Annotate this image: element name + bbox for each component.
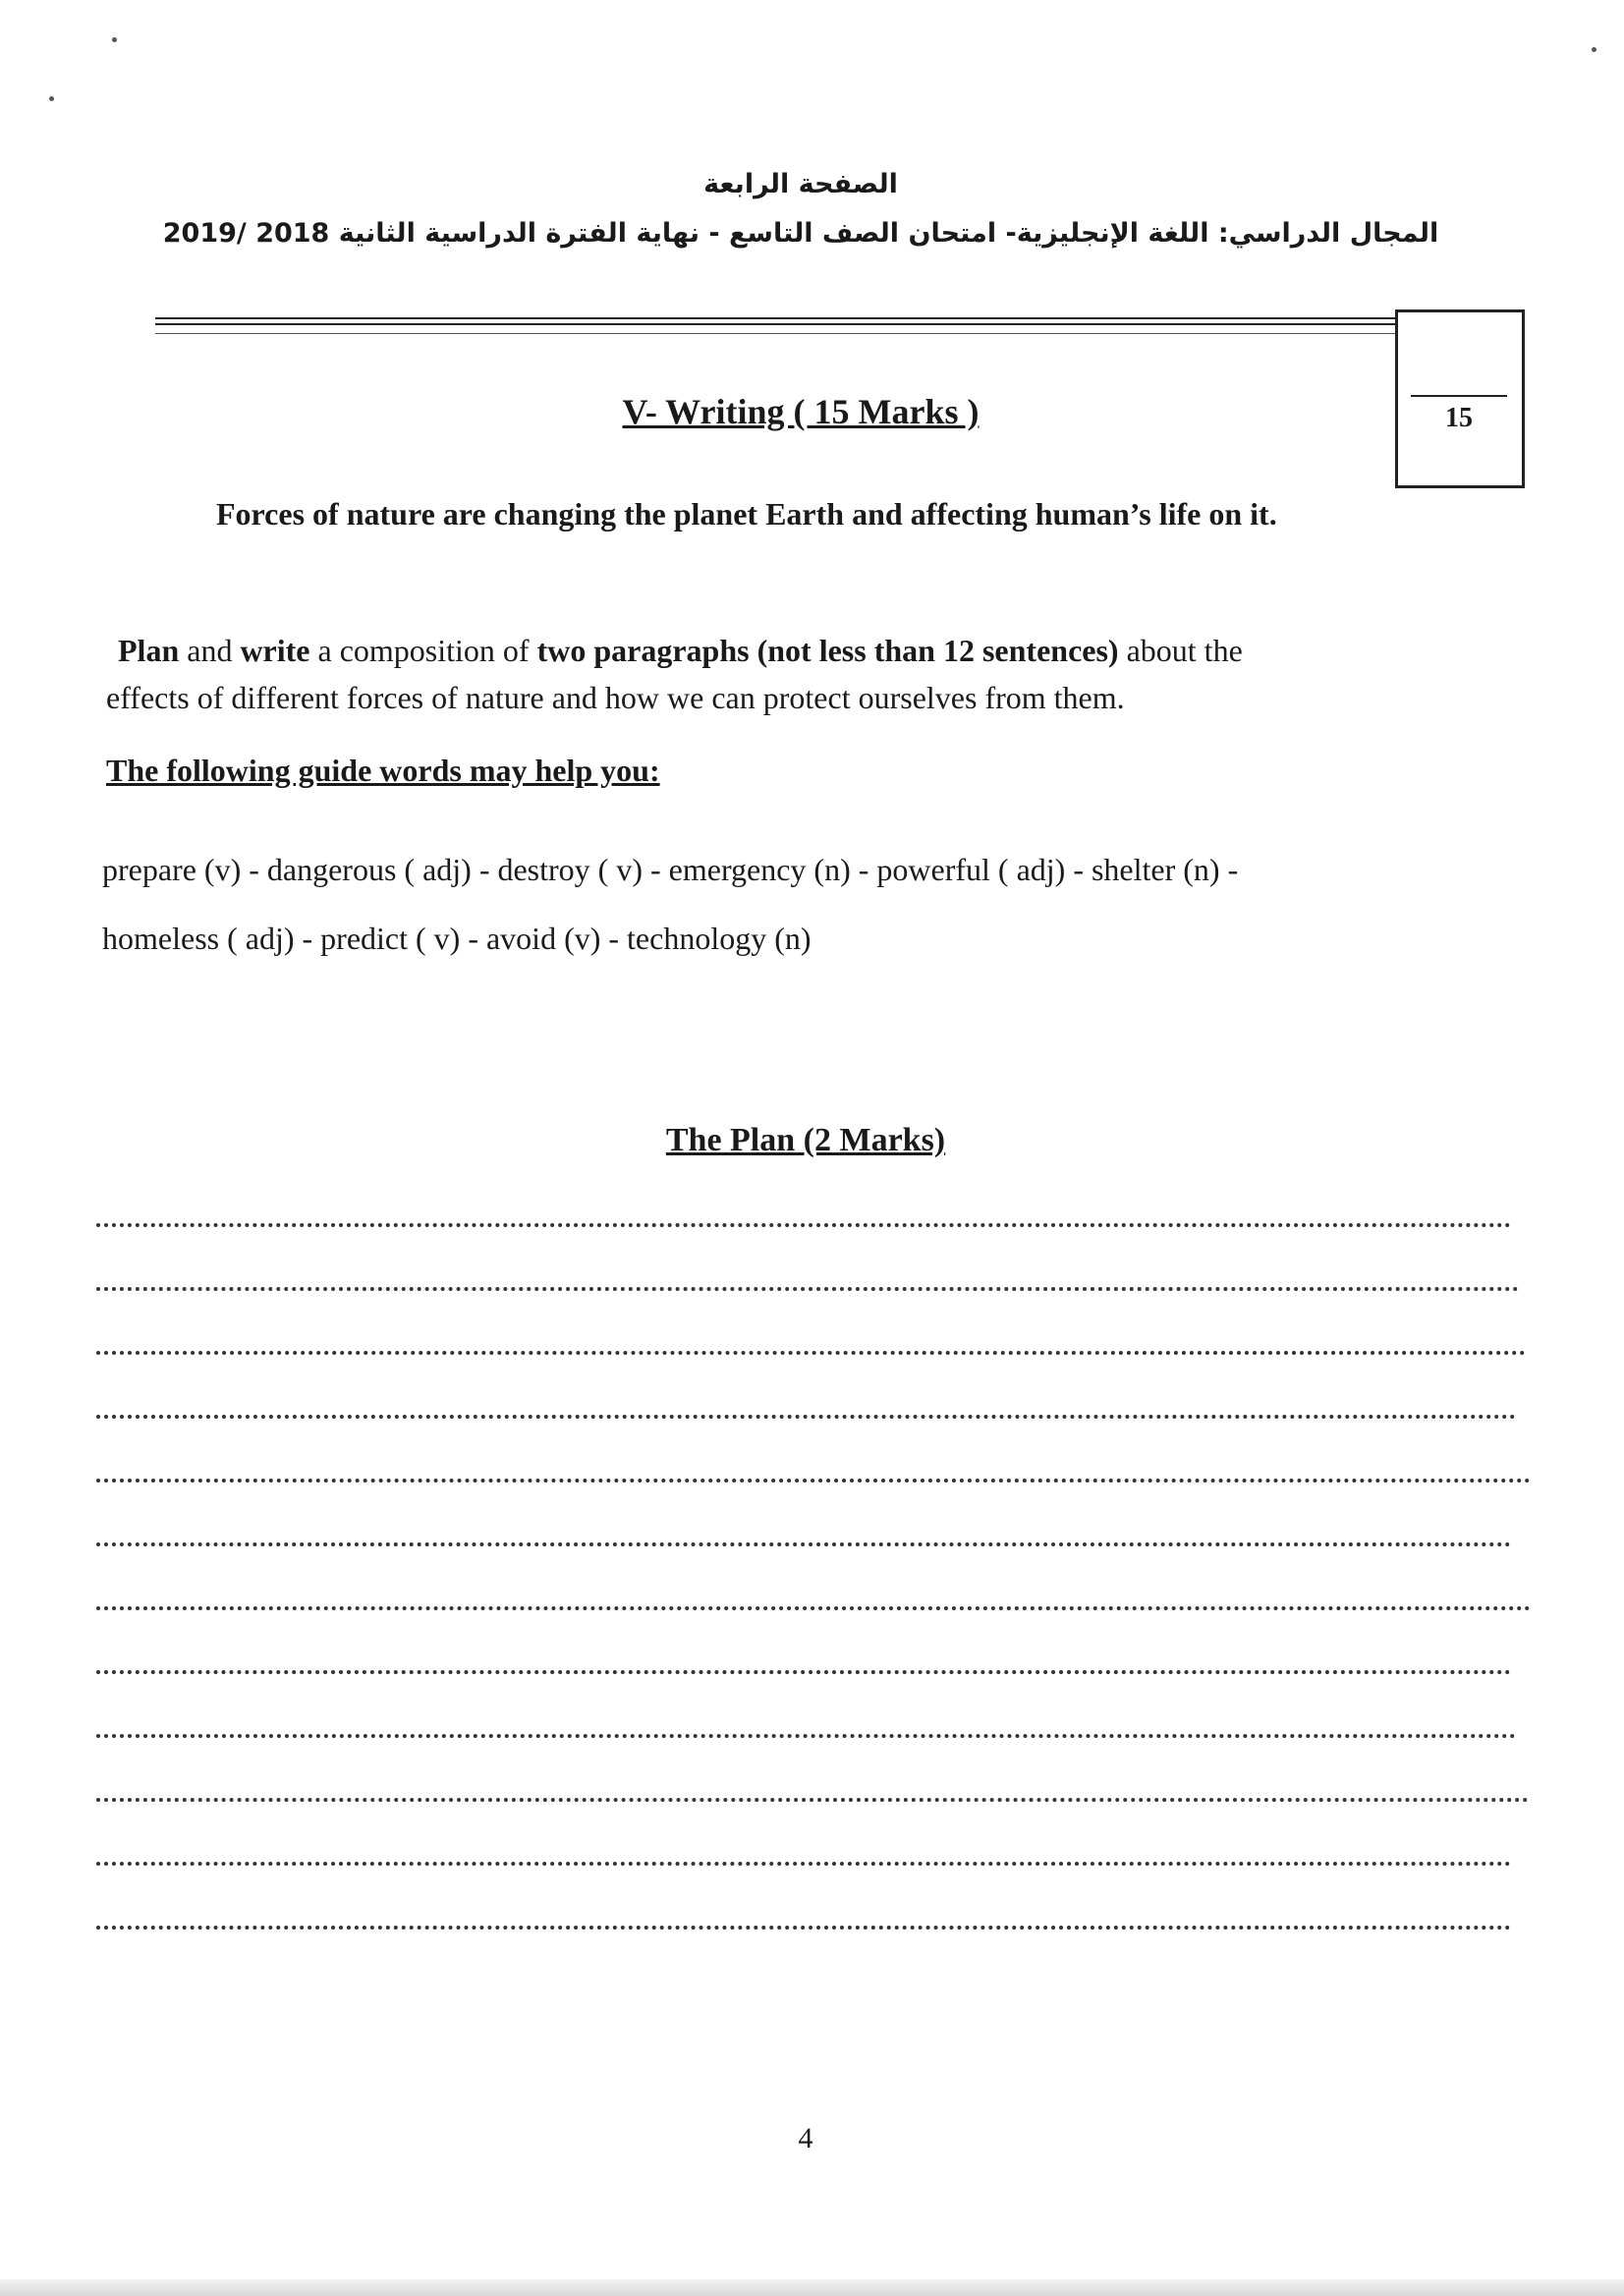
section-title: V- Writing ( 15 Marks ) <box>622 392 980 431</box>
intro-statement: Forces of nature are changing the planet Earth and affecting human’s life on it. <box>216 496 1277 532</box>
plan-writing-line[interactable] <box>96 1479 1531 1483</box>
task-line-2: effects of different forces of nature and how we can protect ourselves from them. <box>106 680 1125 715</box>
task-instructions <box>106 627 1482 721</box>
scan-speck <box>112 37 117 42</box>
plan-writing-line[interactable] <box>96 1542 1511 1546</box>
page-label-arabic: الصفحة الرابعة <box>703 169 898 199</box>
plan-writing-line[interactable] <box>96 1734 1516 1738</box>
plan-writing-line[interactable] <box>96 1351 1526 1355</box>
scan-speck <box>49 96 54 101</box>
task-word-write: write <box>240 633 310 668</box>
scan-bottom-edge <box>0 2279 1624 2296</box>
plan-title: The Plan (2 Marks) <box>665 1122 946 1158</box>
score-line <box>1411 395 1507 397</box>
plan-writing-line[interactable] <box>96 1415 1516 1419</box>
header-rule <box>155 333 1395 334</box>
plan-writing-line[interactable] <box>96 1606 1531 1610</box>
task-word-two-paragraphs: two paragraphs (not less than 12 sentences) <box>536 633 1119 668</box>
guide-words <box>102 835 1497 973</box>
subject-line-arabic: المجال الدراسي: اللغة الإنجليزية- امتحان الصف التاسع - نهاية الفترة الدراسية الثانية 2018 /2019 <box>162 218 1439 249</box>
task-word-and: and <box>179 633 241 668</box>
plan-writing-line[interactable] <box>96 1223 1511 1227</box>
plan-writing-line[interactable] <box>96 1670 1511 1674</box>
score-box <box>1395 309 1525 488</box>
plan-writing-line[interactable] <box>96 1862 1511 1866</box>
plan-writing-line[interactable] <box>96 1798 1529 1802</box>
guide-words-line-1: prepare (v) - dangerous ( adj) - destroy ( v) - emergency (n) - powerful ( adj) - shelter (n) - <box>102 852 1239 887</box>
task-word-composition: a composition of <box>309 633 537 668</box>
task-word-about: about the <box>1118 633 1243 668</box>
plan-writing-line[interactable] <box>96 1287 1519 1291</box>
guide-words-label: The following guide words may help you: <box>106 753 660 788</box>
scan-speck <box>1592 47 1596 52</box>
header-double-rule <box>155 317 1395 325</box>
page-number: 4 <box>798 2122 813 2155</box>
score-max: 15 <box>1445 403 1473 433</box>
guide-words-line-2: homeless ( adj) - predict ( v) - avoid (v) - technology (n) <box>102 921 812 956</box>
task-word-plan: Plan <box>118 633 180 668</box>
plan-writing-line[interactable] <box>96 1926 1511 1930</box>
